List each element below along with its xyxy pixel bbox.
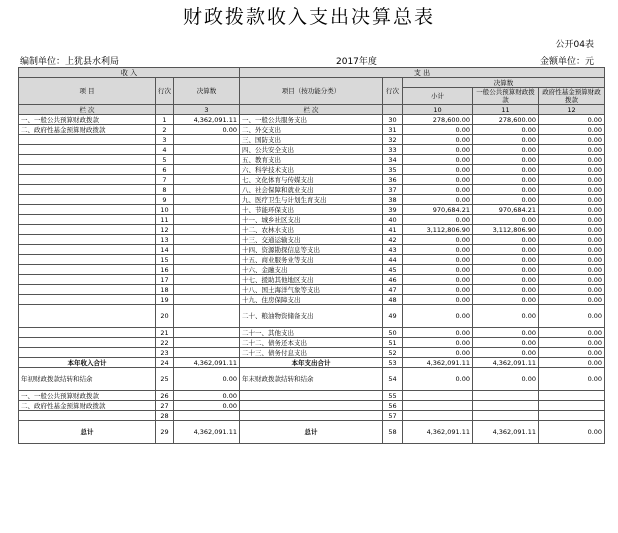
income-amount: 4,362,091.11 (174, 115, 240, 125)
expense-gov-fund: 0.00 (539, 328, 605, 338)
expense-item-label: 十八、国土海洋气象等支出 (240, 285, 383, 295)
income-item-label (19, 195, 156, 205)
expense-line-no: 42 (383, 235, 403, 245)
header-expense: 支 出 (240, 68, 605, 78)
expense-item-label: 二十三、债务付息支出 (240, 348, 383, 358)
table-row (19, 275, 605, 285)
income-amount (174, 275, 240, 285)
expense-general-budget: 0.00 (473, 235, 539, 245)
expense-line-no: 31 (383, 125, 403, 135)
page-title: 财政拨款收入支出决算总表 (182, 6, 435, 28)
income-amount (174, 295, 240, 305)
header-income: 收 入 (19, 68, 240, 78)
income-amount (174, 245, 240, 255)
expense-line-no: 39 (383, 205, 403, 215)
expense-subtotal: 0.00 (403, 195, 473, 205)
expense-general-budget: 4,362,091.11 (473, 358, 539, 368)
income-line-no: 15 (156, 255, 174, 265)
expense-subtotal: 0.00 (403, 368, 473, 391)
table-row (19, 135, 605, 145)
expense-item-label: 十六、金融支出 (240, 265, 383, 275)
table-row (19, 235, 605, 245)
expense-line-no: 44 (383, 255, 403, 265)
expense-line-no: 35 (383, 165, 403, 175)
expense-gov-fund: 0.00 (539, 255, 605, 265)
expense-item-label: 二十二、债务还本支出 (240, 338, 383, 348)
expense-gov-fund: 0.00 (539, 358, 605, 368)
unit-label: 编制单位：上犹县水利局 (20, 57, 120, 67)
income-item-label (19, 185, 156, 195)
expense-gov-fund: 0.00 (539, 155, 605, 165)
expense-gov-fund: 0.00 (539, 195, 605, 205)
expense-general-budget: 3,112,806.90 (473, 225, 539, 235)
expense-gov-fund: 0.00 (539, 145, 605, 155)
income-amount (174, 348, 240, 358)
income-item-label (19, 235, 156, 245)
income-amount (174, 195, 240, 205)
table-row (19, 421, 605, 444)
expense-subtotal: 0.00 (403, 285, 473, 295)
income-item-label (19, 225, 156, 235)
income-item-label: 总计 (19, 421, 156, 444)
income-amount: 4,362,091.11 (174, 421, 240, 444)
expense-gov-fund: 0.00 (539, 285, 605, 295)
expense-item-label (240, 401, 383, 411)
expense-line-no: 36 (383, 175, 403, 185)
income-amount (174, 235, 240, 245)
expense-item-label: 十七、援助其他地区支出 (240, 275, 383, 285)
income-line-no: 8 (156, 185, 174, 195)
expense-gov-fund: 0.00 (539, 125, 605, 135)
income-line-no: 5 (156, 155, 174, 165)
income-amount (174, 185, 240, 195)
expense-line-no: 56 (383, 401, 403, 411)
expense-gov-fund: 0.00 (539, 205, 605, 215)
expense-line-no: 54 (383, 368, 403, 391)
expense-gov-fund: 0.00 (539, 215, 605, 225)
header-line-no-2: 行次 (383, 78, 403, 105)
expense-line-no: 30 (383, 115, 403, 125)
expense-line-no: 49 (383, 305, 403, 328)
expense-line-no: 47 (383, 285, 403, 295)
report-year: 2017年度 (336, 57, 377, 67)
income-line-no: 26 (156, 391, 174, 401)
expense-general-budget: 0.00 (473, 275, 539, 285)
income-item-label (19, 411, 156, 421)
expense-subtotal: 0.00 (403, 185, 473, 195)
header-line-no: 行次 (156, 78, 174, 105)
expense-item-label: 六、科学技术支出 (240, 165, 383, 175)
header-item: 项 目 (19, 78, 156, 105)
expense-general-budget: 0.00 (473, 145, 539, 155)
expense-general-budget: 0.00 (473, 348, 539, 358)
income-item-label (19, 328, 156, 338)
header-subtotal: 小计 (403, 88, 473, 105)
income-amount (174, 305, 240, 328)
expense-general-budget: 0.00 (473, 175, 539, 185)
expense-item-label: 三、国防支出 (240, 135, 383, 145)
expense-general-budget (473, 411, 539, 421)
income-item-label (19, 145, 156, 155)
income-line-no: 24 (156, 358, 174, 368)
table-row (19, 401, 605, 411)
income-item-label (19, 295, 156, 305)
expense-gov-fund: 0.00 (539, 368, 605, 391)
income-amount: 0.00 (174, 391, 240, 401)
expense-general-budget: 0.00 (473, 125, 539, 135)
expense-general-budget: 278,600.00 (473, 115, 539, 125)
expense-general-budget: 0.00 (473, 255, 539, 265)
income-amount (174, 175, 240, 185)
expense-subtotal: 0.00 (403, 215, 473, 225)
income-line-no: 20 (156, 305, 174, 328)
expense-item-label: 十一、城乡社区支出 (240, 215, 383, 225)
income-line-no: 13 (156, 235, 174, 245)
expense-item-label: 四、公共安全支出 (240, 145, 383, 155)
expense-general-budget: 0.00 (473, 195, 539, 205)
table-row (19, 165, 605, 175)
expense-item-label (240, 411, 383, 421)
table-row (19, 205, 605, 215)
expense-line-no: 40 (383, 215, 403, 225)
expense-item-label: 二十、粮油物资储备支出 (240, 305, 383, 328)
table-row (19, 245, 605, 255)
income-item-label (19, 245, 156, 255)
expense-general-budget: 4,362,091.11 (473, 421, 539, 444)
income-line-no: 2 (156, 125, 174, 135)
table-row (19, 125, 605, 135)
expense-item-label: 十、节能环保支出 (240, 205, 383, 215)
expense-subtotal: 0.00 (403, 245, 473, 255)
income-line-no: 1 (156, 115, 174, 125)
expense-general-budget: 0.00 (473, 155, 539, 165)
expense-item-label: 十五、商业服务业等支出 (240, 255, 383, 265)
income-line-no: 10 (156, 205, 174, 215)
table-row (19, 145, 605, 155)
table-row (19, 225, 605, 235)
expense-line-no: 53 (383, 358, 403, 368)
expense-general-budget: 0.00 (473, 295, 539, 305)
expense-item-label: 年末财政拨款结转和结余 (240, 368, 383, 391)
expense-line-no: 38 (383, 195, 403, 205)
col-num-a: 3 (174, 105, 240, 115)
income-amount (174, 215, 240, 225)
expense-subtotal: 4,362,091.11 (403, 358, 473, 368)
expense-line-no: 46 (383, 275, 403, 285)
income-amount (174, 338, 240, 348)
expense-gov-fund: 0.00 (539, 421, 605, 444)
expense-general-budget: 0.00 (473, 245, 539, 255)
income-amount: 0.00 (174, 401, 240, 411)
income-amount: 0.00 (174, 368, 240, 391)
table-row (19, 295, 605, 305)
table-row (19, 215, 605, 225)
expense-line-no: 48 (383, 295, 403, 305)
expense-subtotal: 4,362,091.11 (403, 421, 473, 444)
expense-gov-fund: 0.00 (539, 275, 605, 285)
expense-gov-fund: 0.00 (539, 245, 605, 255)
expense-item-label: 十二、农林水支出 (240, 225, 383, 235)
expense-line-no: 58 (383, 421, 403, 444)
table-row (19, 155, 605, 165)
income-item-label (19, 255, 156, 265)
form-code: 公开04表 (555, 40, 594, 50)
expense-subtotal: 0.00 (403, 328, 473, 338)
expense-subtotal: 0.00 (403, 235, 473, 245)
income-item-label: 二、政府性基金预算财政拨款 (19, 401, 156, 411)
income-item-label: 二、政府性基金预算财政拨款 (19, 125, 156, 135)
expense-line-no: 34 (383, 155, 403, 165)
col-num-b: 10 (403, 105, 473, 115)
income-amount (174, 165, 240, 175)
table-row (19, 368, 605, 391)
expense-subtotal: 0.00 (403, 165, 473, 175)
expense-gov-fund: 0.00 (539, 165, 605, 175)
expense-gov-fund: 0.00 (539, 175, 605, 185)
income-line-no: 19 (156, 295, 174, 305)
expense-subtotal: 0.00 (403, 125, 473, 135)
expense-subtotal: 0.00 (403, 338, 473, 348)
expense-general-budget: 0.00 (473, 338, 539, 348)
expense-general-budget: 0.00 (473, 285, 539, 295)
expense-subtotal: 0.00 (403, 348, 473, 358)
income-line-no: 14 (156, 245, 174, 255)
income-item-label: 一、一般公共预算财政拨款 (19, 115, 156, 125)
income-line-no: 29 (156, 421, 174, 444)
expense-subtotal (403, 411, 473, 421)
table-row (19, 358, 605, 368)
income-amount: 0.00 (174, 125, 240, 135)
expense-line-no: 43 (383, 245, 403, 255)
expense-gov-fund (539, 411, 605, 421)
income-item-label (19, 135, 156, 145)
income-item-label (19, 175, 156, 185)
expense-general-budget: 0.00 (473, 265, 539, 275)
income-line-no: 28 (156, 411, 174, 421)
income-amount (174, 155, 240, 165)
table-row (19, 411, 605, 421)
income-line-no: 22 (156, 338, 174, 348)
expense-subtotal: 0.00 (403, 135, 473, 145)
expense-gov-fund: 0.00 (539, 265, 605, 275)
amount-unit: 金额单位：元 (539, 57, 594, 67)
income-line-no: 21 (156, 328, 174, 338)
expense-item-label: 二、外交支出 (240, 125, 383, 135)
income-line-no: 25 (156, 368, 174, 391)
income-line-no: 23 (156, 348, 174, 358)
expense-general-budget: 0.00 (473, 328, 539, 338)
header-column-2: 栏 次 (240, 105, 383, 115)
income-item-label (19, 265, 156, 275)
table-row (19, 115, 605, 125)
income-amount (174, 225, 240, 235)
income-item-label: 一、一般公共预算财政拨款 (19, 391, 156, 401)
expense-item-label: 十九、住房保障支出 (240, 295, 383, 305)
expense-line-no: 50 (383, 328, 403, 338)
expense-line-no: 52 (383, 348, 403, 358)
income-line-no: 4 (156, 145, 174, 155)
expense-item-label (240, 391, 383, 401)
income-line-no: 17 (156, 275, 174, 285)
expense-line-no: 41 (383, 225, 403, 235)
expense-general-budget: 0.00 (473, 368, 539, 391)
expense-gov-fund: 0.00 (539, 135, 605, 145)
expense-item-label: 一、一般公共服务支出 (240, 115, 383, 125)
income-line-no: 9 (156, 195, 174, 205)
table-row (19, 305, 605, 328)
expense-general-budget: 970,684.21 (473, 205, 539, 215)
income-line-no: 6 (156, 165, 174, 175)
table-row (19, 185, 605, 195)
header-item-func: 项目（按功能分类） (240, 78, 383, 105)
expense-gov-fund: 0.00 (539, 338, 605, 348)
expense-subtotal: 0.00 (403, 175, 473, 185)
header-column: 栏 次 (19, 105, 156, 115)
income-item-label: 本年收入合计 (19, 358, 156, 368)
income-amount (174, 205, 240, 215)
expense-general-budget: 0.00 (473, 215, 539, 225)
income-item-label (19, 348, 156, 358)
expense-item-label: 十四、资源勘探信息等支出 (240, 245, 383, 255)
expense-general-budget (473, 391, 539, 401)
expense-line-no: 33 (383, 145, 403, 155)
expense-general-budget: 0.00 (473, 165, 539, 175)
table-row (19, 195, 605, 205)
table-row (19, 338, 605, 348)
income-amount: 4,362,091.11 (174, 358, 240, 368)
income-amount (174, 255, 240, 265)
income-line-no: 11 (156, 215, 174, 225)
income-line-no: 16 (156, 265, 174, 275)
expense-subtotal: 0.00 (403, 255, 473, 265)
expense-item-label: 七、文化体育与传媒支出 (240, 175, 383, 185)
expense-line-no: 37 (383, 185, 403, 195)
income-item-label (19, 155, 156, 165)
expense-item-label: 十三、交通运输支出 (240, 235, 383, 245)
income-amount (174, 265, 240, 275)
expense-subtotal: 970,684.21 (403, 205, 473, 215)
expense-subtotal: 278,600.00 (403, 115, 473, 125)
budget-table (18, 67, 605, 444)
income-amount (174, 411, 240, 421)
table-row (19, 255, 605, 265)
expense-item-label: 八、社会保障和就业支出 (240, 185, 383, 195)
expense-general-budget: 0.00 (473, 185, 539, 195)
income-item-label (19, 205, 156, 215)
expense-gov-fund: 0.00 (539, 115, 605, 125)
table-row (19, 328, 605, 338)
income-amount (174, 145, 240, 155)
header-general-budget: 一般公共预算财政拨款 (473, 88, 539, 105)
col-num-c: 11 (473, 105, 539, 115)
income-line-no: 3 (156, 135, 174, 145)
expense-gov-fund (539, 391, 605, 401)
header-final-amount-2: 决算数 (403, 78, 605, 88)
expense-gov-fund: 0.00 (539, 225, 605, 235)
table-row (19, 348, 605, 358)
income-line-no: 12 (156, 225, 174, 235)
expense-gov-fund: 0.00 (539, 295, 605, 305)
expense-item-label: 五、教育支出 (240, 155, 383, 165)
expense-subtotal: 3,112,806.90 (403, 225, 473, 235)
expense-item-label: 二十一、其他支出 (240, 328, 383, 338)
income-amount (174, 135, 240, 145)
income-amount (174, 328, 240, 338)
expense-gov-fund (539, 401, 605, 411)
expense-line-no: 51 (383, 338, 403, 348)
income-item-label (19, 305, 156, 328)
table-row (19, 285, 605, 295)
income-item-label: 年初财政拨款结转和结余 (19, 368, 156, 391)
expense-general-budget (473, 401, 539, 411)
header-gov-fund: 政府性基金预算财政拨款 (539, 88, 605, 105)
income-item-label (19, 285, 156, 295)
table-row (19, 175, 605, 185)
income-amount (174, 285, 240, 295)
expense-subtotal: 0.00 (403, 265, 473, 275)
expense-subtotal: 0.00 (403, 305, 473, 328)
income-line-no: 7 (156, 175, 174, 185)
expense-item-label: 本年支出合计 (240, 358, 383, 368)
expense-subtotal: 0.00 (403, 145, 473, 155)
expense-subtotal: 0.00 (403, 155, 473, 165)
expense-item-label: 九、医疗卫生与计划生育支出 (240, 195, 383, 205)
expense-subtotal (403, 391, 473, 401)
expense-gov-fund: 0.00 (539, 185, 605, 195)
expense-general-budget: 0.00 (473, 305, 539, 328)
expense-line-no: 45 (383, 265, 403, 275)
income-item-label (19, 215, 156, 225)
expense-subtotal: 0.00 (403, 295, 473, 305)
expense-subtotal: 0.00 (403, 275, 473, 285)
expense-subtotal (403, 401, 473, 411)
income-item-label (19, 338, 156, 348)
expense-general-budget: 0.00 (473, 135, 539, 145)
income-line-no: 18 (156, 285, 174, 295)
income-item-label (19, 165, 156, 175)
expense-gov-fund: 0.00 (539, 348, 605, 358)
income-line-no: 27 (156, 401, 174, 411)
expense-line-no: 55 (383, 391, 403, 401)
col-num-d: 12 (539, 105, 605, 115)
expense-gov-fund: 0.00 (539, 235, 605, 245)
expense-item-label: 总计 (240, 421, 383, 444)
table-row (19, 391, 605, 401)
expense-gov-fund: 0.00 (539, 305, 605, 328)
income-item-label (19, 275, 156, 285)
expense-line-no: 32 (383, 135, 403, 145)
table-row (19, 265, 605, 275)
header-final-amount: 决算数 (174, 78, 240, 105)
expense-line-no: 57 (383, 411, 403, 421)
